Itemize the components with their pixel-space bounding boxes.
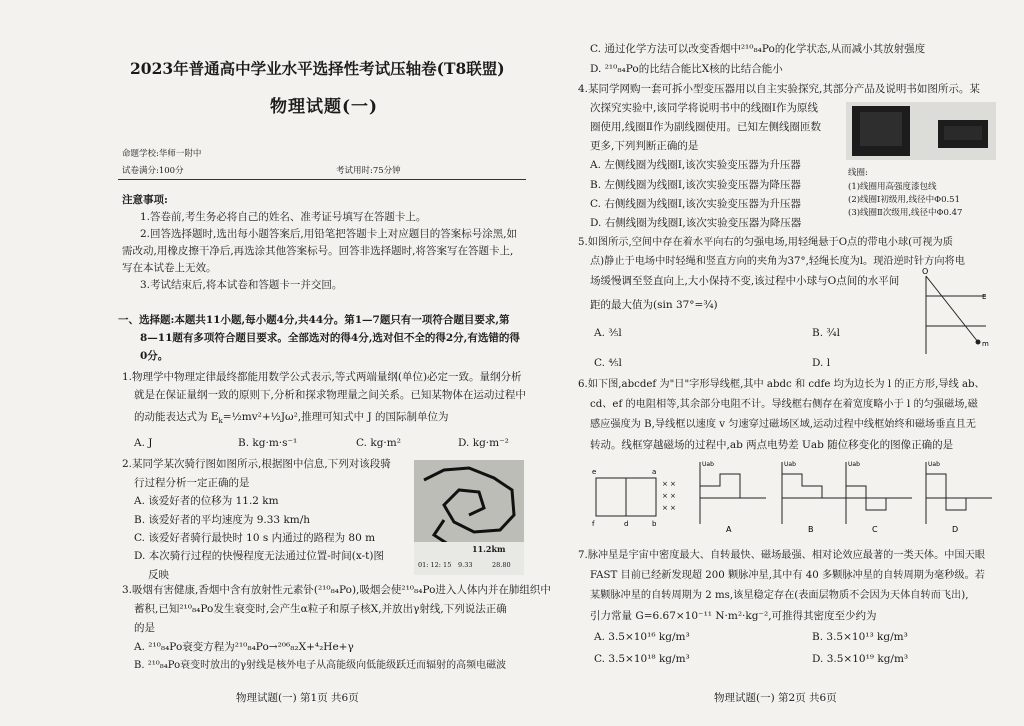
- page-2-footer: 物理试题(一) 第2页 共6页: [714, 692, 837, 704]
- q7-option-a: A. 3.5×10¹⁶ kg/m³: [594, 631, 690, 643]
- q6-line-2: cd、ef 的电阻相等,其余部分电阻不计。导线框右侧存在着宽度略小于 l 的匀强磁场,磁: [590, 399, 978, 410]
- svg-text:×: ×: [670, 492, 676, 500]
- q1-line-2: 就是在保证量纲一致的原则下,分析和探求物理量之间关系。已知某物体在运动过程中: [134, 389, 526, 401]
- q4-note-3: (3)线圈Ⅱ次级用,线径中Φ0.47: [848, 208, 963, 218]
- ride-duration: 01: 12: 15: [418, 561, 452, 569]
- q4-option-b: B. 左侧线圈为线圈Ⅰ,该次实验变压器为降压器: [590, 179, 801, 191]
- q1-line-3: 的动能表达式为 $E_k=\frac{1}{2}mv^2+\frac{1}{2}J\omega^2$,推理可知式中 J 的国际制单位为: [134, 411, 449, 426]
- q6-graph-a: [690, 458, 770, 534]
- svg-text:b: b: [652, 520, 657, 528]
- meta-time: 考试用时:75分钟: [336, 166, 401, 176]
- q6-line-1: 6.如下图,abcdef 为"日"字形导线框,其中 abdc 和 cdfe 均为边长为 l 的正方形,导线 ab、: [578, 379, 985, 390]
- svg-text:f: f: [592, 520, 595, 528]
- svg-text:D: D: [952, 525, 959, 534]
- q4-line-3: 圈使用,线圈Ⅱ作为副线圈使用。已知左侧线圈匝数: [590, 121, 821, 133]
- q4-line-4: 更多,下列判断正确的是: [590, 140, 699, 152]
- q6-graph-c: [836, 458, 916, 534]
- svg-text:m: m: [982, 340, 989, 348]
- q2-line-2: 行过程分析一定正确的是: [134, 477, 250, 489]
- svg-text:×: ×: [670, 480, 676, 488]
- q6-graph-d: [916, 458, 996, 534]
- svg-text:×: ×: [662, 504, 668, 512]
- svg-text:Uab: Uab: [784, 461, 796, 468]
- svg-text:E: E: [982, 293, 987, 301]
- q7-line-4: 引力常量 G=6.67×10⁻¹¹ N·m²·kg⁻²,可推得其密度至少约为: [590, 610, 877, 622]
- section-1-line-3: 0分。: [140, 350, 169, 362]
- q6-line-3: 感应强度为 B,导线框以速度 v 匀速穿过磁场区域,运动过程中线框始终和磁场垂直且无: [590, 419, 976, 430]
- q2-ride-map-figure: [414, 460, 524, 575]
- q4-line-2: 次探究实验中,该同学将说明书中的线圈Ⅰ作为原线: [590, 102, 818, 114]
- q5-option-a: A. ⅗l: [594, 327, 622, 339]
- q5-option-b: B. ¾l: [812, 327, 840, 339]
- q2-option-a: A. 该爱好者的位移为 11.2 km: [134, 495, 279, 507]
- q1-option-d: D. kg·m⁻²: [458, 437, 509, 449]
- q2-option-b: B. 该爱好者的平均速度为 9.33 km/h: [134, 514, 311, 526]
- q3-option-b: B. ²¹⁰₈₄Po衰变时放出的γ射线是核外电子从高能级向低能级跃迁而辐射的高频电磁波: [134, 660, 507, 671]
- svg-text:×: ×: [662, 480, 668, 488]
- notice-2a: 2.回答选择题时,选出每小题答案后,用铅笔把答题卡上对应题目的答案标号涂黑,如: [140, 228, 518, 240]
- q7-option-c: C. 3.5×10¹⁸ kg/m³: [594, 653, 690, 665]
- notice-2b: 需改动,用橡皮擦干净后,再选涂其他答案标号。回答非选择题时,将答案写在答题卡上,: [122, 245, 514, 257]
- q4-note-title: 线圈:: [848, 168, 868, 178]
- q5-line-3: 场缓慢调至竖直向上,大小保持不变,该过程中小球与O点间的水平间: [590, 275, 900, 287]
- page-1: [118, 0, 551, 726]
- q5-line-1: 5.如图所示,空间中存在着水平向右的匀强电场,用轻绳悬于O点的带电小球(可视为质: [578, 237, 953, 248]
- svg-text:A: A: [726, 525, 732, 534]
- q4-option-c: C. 右侧线圈为线圈Ⅰ,该次实验变压器为升压器: [590, 198, 801, 210]
- q5-option-d: D. l: [812, 357, 831, 369]
- q1-line-1: 1.物理学中物理定律最终都能用数学公式表示,等式两端量纲(单位)必定一致。量纲分析: [122, 371, 522, 383]
- q5-line-4: 距的最大值为(sin 37°=¾): [590, 299, 718, 311]
- q6-wire-frame-diagram: [590, 462, 682, 532]
- svg-text:O: O: [922, 267, 929, 276]
- section-1-line-2: 8—11题有多项符合题目要求。全部选对的得4分,选对但不全的得2分,有选错的得: [140, 332, 520, 344]
- notice-heading: 注意事项:: [122, 194, 168, 206]
- page-2: [578, 0, 1000, 726]
- q2-option-d: D. 本次骑行过程的快慢程度无法通过位置-时间(x-t)图: [134, 550, 384, 562]
- subject-title: 物理试题(一): [270, 97, 379, 117]
- q7-option-b: B. 3.5×10¹³ kg/m³: [812, 631, 908, 643]
- q2-option-c: C. 该爱好者骑行最快时 10 s 内通过的路程为 80 m: [134, 532, 376, 544]
- q2-line-1: 2.某同学某次骑行图如图所示,根据图中信息,下列对该段骑: [122, 458, 391, 470]
- ride-avg-speed: 9.33: [458, 561, 473, 569]
- svg-text:×: ×: [670, 504, 676, 512]
- svg-text:a: a: [652, 468, 657, 476]
- page-1-footer: 物理试题(一) 第1页 共6页: [236, 692, 359, 704]
- q2-option-d-cont: 反映: [148, 569, 169, 581]
- q1-option-a: A. J: [134, 437, 153, 449]
- q7-option-d: D. 3.5×10¹⁹ kg/m³: [812, 653, 909, 665]
- q3-line-3: 的是: [134, 622, 155, 634]
- q3-option-c: C. 通过化学方法可以改变香烟中²¹⁰₈₄Po的化学状态,从而减小其放射强度: [590, 43, 926, 55]
- ride-max-speed: 28.80: [492, 561, 511, 569]
- svg-text:Uab: Uab: [928, 461, 940, 468]
- q4-line-1: 4.某同学网购一套可拆小型变压器用以自主实验探究,其部分产品及说明书如图所示。某: [578, 83, 980, 95]
- q3-line-1: 3.吸烟有害健康,香烟中含有放射性元素钋(²¹⁰₈₄Po),吸烟会使²¹⁰₈₄Po进入人体内并在肺组织中: [122, 584, 551, 596]
- ride-distance: 11.2km: [472, 544, 506, 554]
- q7-line-2: FAST 目前已经新发现超 200 颗脉冲星,其中有 40 多颗脉冲星的自转周期为毫秒级。若: [590, 570, 985, 581]
- q5-line-2: 点)静止于电场中时轻绳和竖直方向的夹角为37°,轻绳长度为l。现沿逆时针方向将电: [590, 256, 965, 267]
- q3-option-d: D. ²¹⁰₈₄Po的比结合能比X核的比结合能小: [590, 63, 783, 75]
- q4-note-1: (1)线圈用高强度漆包线: [848, 182, 937, 192]
- svg-text:Uab: Uab: [702, 461, 714, 468]
- q3-option-a: A. ²¹⁰₈₄Po衰变方程为²¹⁰₈₄Po→²⁰⁶₈₂X+⁴₂He+γ: [134, 641, 354, 653]
- notice-2c: 写在本试卷上无效。: [122, 262, 217, 274]
- q7-line-1: 7.脉冲星是宇宙中密度最大、自转最快、磁场最强、相对论效应最著的一类天体。中国天眼: [578, 550, 986, 561]
- q5-option-c: C. ⅘l: [594, 357, 622, 369]
- section-1-line-1: 一、选择题:本题共11小题,每小题4分,共44分。第1—7题只有一项符合题目要求,第: [118, 314, 510, 326]
- svg-text:×: ×: [662, 492, 668, 500]
- svg-text:d: d: [624, 520, 629, 528]
- q1-option-b: B. kg·m·s⁻¹: [238, 437, 298, 449]
- exam-title: 2023年普通高中学业水平选择性考试压轴卷(T8联盟): [130, 59, 505, 78]
- meta-school: 命题学校:华师一附中: [122, 149, 202, 159]
- q3-line-2: 蓄积,已知²¹⁰₈₄Po发生衰变时,会产生α粒子和原子核X,并放出γ射线,下列说法正确: [134, 603, 507, 615]
- q5-pendulum-diagram: [920, 266, 992, 356]
- q7-line-3: 某颗脉冲星的自转周期为 2 ms,该星稳定存在(表面层物质不会因为天体自转而飞出),: [590, 590, 969, 601]
- svg-text:Uab: Uab: [848, 461, 860, 468]
- header-rule: [118, 179, 526, 180]
- q4-transformer-photo: [846, 102, 996, 160]
- q1-option-c: C. kg·m²: [356, 437, 401, 449]
- notice-3: 3.考试结束后,将本试卷和答题卡一并交回。: [140, 279, 343, 291]
- q4-option-d: D. 右侧线圈为线圈Ⅰ,该次实验变压器为降压器: [590, 217, 802, 229]
- notice-1: 1.答卷前,考生务必将自己的姓名、准考证号填写在答题卡上。: [140, 211, 427, 223]
- svg-text:B: B: [808, 525, 814, 534]
- svg-text:e: e: [592, 468, 597, 476]
- transformer-core-icon: [846, 102, 996, 160]
- q4-note-2: (2)线圈Ⅰ初级用,线径中Φ0.51: [848, 195, 960, 205]
- meta-score: 试卷满分:100分: [122, 166, 184, 176]
- svg-text:C: C: [872, 525, 878, 534]
- q4-option-a: A. 左侧线圈为线圈Ⅰ,该次实验变压器为升压器: [590, 159, 801, 171]
- q6-line-4: 转动。线框穿越磁场的过程中,ab 两点电势差 Uab 随位移变化的图像正确的是: [590, 439, 954, 451]
